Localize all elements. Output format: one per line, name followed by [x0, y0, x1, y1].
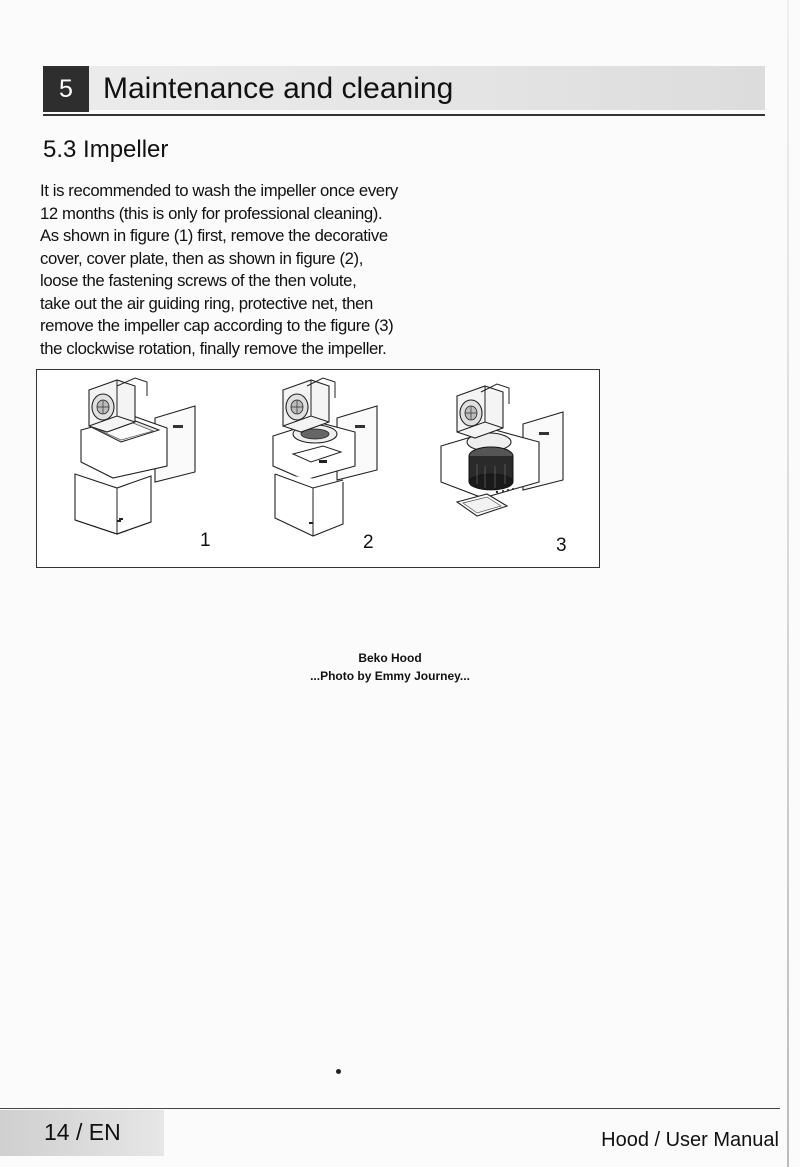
- hood-figure-2: [273, 378, 377, 536]
- page-edge-shadow: [787, 0, 789, 1167]
- caption-brand: Beko Hood: [358, 651, 422, 665]
- hood-figure-1: [75, 378, 195, 534]
- section-title: Maintenance and cleaning: [103, 72, 454, 105]
- body-line: remove the impeller cap according to the figure (3): [40, 316, 394, 335]
- body-line: It is recommended to wash the impeller once every: [40, 181, 398, 200]
- figure-label-1: 1: [200, 530, 211, 551]
- hood-illustrations: [37, 370, 599, 567]
- body-line: As shown in figure (1) first, remove the decorative: [40, 226, 388, 245]
- body-line: 12 months (this is only for professional cleaning).: [40, 203, 383, 223]
- impeller-figure: [36, 369, 600, 568]
- figure-label-2: 2: [363, 532, 374, 553]
- body-paragraph: [40, 180, 400, 360]
- footer-manual-title: Hood / User Manual: [601, 1129, 779, 1151]
- section-divider: [43, 114, 765, 116]
- figure-label-3: 3: [556, 535, 567, 556]
- scan-speck: [336, 1069, 341, 1074]
- body-line: the clockwise rotation, finally remove the impeller.: [40, 338, 387, 358]
- caption-credit: ...Photo by Emmy Journey...: [310, 669, 470, 683]
- hood-figure-3: [441, 384, 563, 516]
- section-header: [43, 66, 765, 118]
- footer-page-tab: [0, 1110, 164, 1156]
- body-line: take out the air guiding ring, protective net, then: [40, 293, 373, 313]
- page-number: 14 / EN: [44, 1119, 121, 1145]
- body-line: cover, cover plate, then as shown in figure (2),: [40, 248, 363, 268]
- body-line: loose the fastening screws of the then volute,: [40, 271, 357, 290]
- section-number-badge: 5: [43, 66, 89, 112]
- subsection-heading: 5.3 Impeller: [43, 136, 169, 163]
